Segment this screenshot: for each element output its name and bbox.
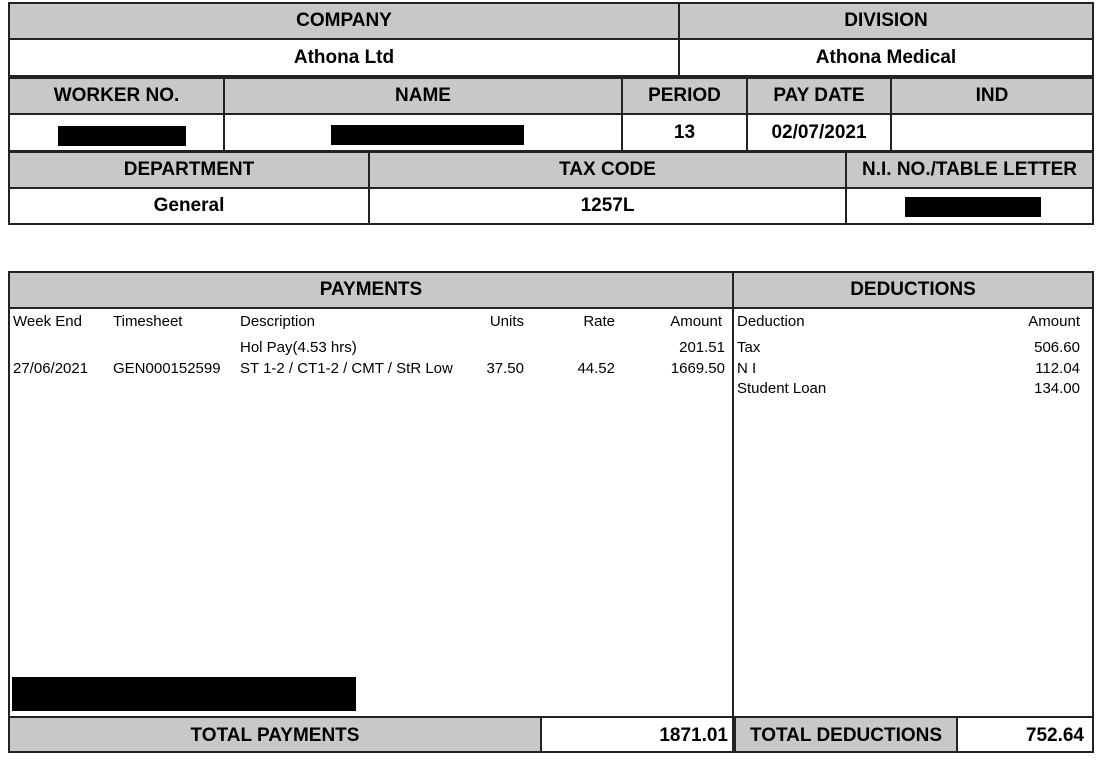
- division-value: Athona Medical: [680, 40, 1092, 75]
- payment-units: 37.50: [486, 360, 524, 377]
- payments-deductions-table: [8, 271, 1094, 753]
- department-value: General: [10, 189, 370, 223]
- worker-no-header: WORKER NO.: [10, 79, 225, 115]
- total-deductions-value: 752.64: [958, 718, 1092, 753]
- column-divider: [732, 309, 734, 716]
- col-description: Description: [240, 313, 316, 330]
- total-payments-label: TOTAL PAYMENTS: [10, 718, 542, 753]
- deduction-name: N I: [737, 360, 757, 377]
- payments-header: PAYMENTS: [10, 273, 734, 309]
- ind-value: [892, 115, 1092, 150]
- pay-date-value: 02/07/2021: [748, 115, 892, 150]
- name-value: [225, 115, 623, 150]
- total-payments-value: 1871.01: [542, 718, 734, 753]
- name-header: NAME: [225, 79, 623, 115]
- deductions-header: DEDUCTIONS: [734, 273, 1092, 309]
- col-deduction-amount: Amount: [1028, 313, 1080, 330]
- period-header: PERIOD: [623, 79, 748, 115]
- col-amount: Amount: [670, 313, 722, 330]
- company-division-table: [8, 2, 1094, 77]
- company-value: Athona Ltd: [10, 40, 680, 75]
- payment-amount: 201.51: [679, 339, 725, 356]
- deduction-name: Student Loan: [737, 380, 827, 397]
- redaction-bar: [331, 125, 524, 145]
- worker-table: [8, 77, 1094, 152]
- tax-code-value: 1257L: [370, 189, 847, 223]
- col-deduction: Deduction: [737, 313, 805, 330]
- payment-rate: 44.52: [577, 360, 615, 377]
- pay-date-header: PAY DATE: [748, 79, 892, 115]
- deduction-amount: 112.04: [1035, 360, 1080, 377]
- department-header: DEPARTMENT: [10, 153, 370, 189]
- col-timesheet: Timesheet: [113, 313, 183, 330]
- col-rate: Rate: [583, 313, 615, 330]
- ind-header: IND: [892, 79, 1092, 115]
- payment-description: ST 1-2 / CT1-2 / CMT / StR Low: [240, 360, 453, 377]
- ni-header: N.I. NO./TABLE LETTER: [847, 153, 1092, 189]
- totals-row: [10, 716, 1092, 751]
- payment-description: Hol Pay(4.53 hrs): [240, 339, 357, 356]
- department-table: [8, 151, 1094, 225]
- redaction-bar: [12, 677, 356, 711]
- period-value: 13: [623, 115, 748, 150]
- redaction-bar: [905, 197, 1041, 217]
- worker-no-value: [10, 115, 225, 150]
- payment-amount: 1669.50: [670, 360, 725, 377]
- payment-timesheet: GEN000152599: [113, 360, 221, 377]
- deduction-amount: 134.00: [1034, 380, 1080, 397]
- tax-code-header: TAX CODE: [370, 153, 847, 189]
- deduction-name: Tax: [737, 339, 761, 356]
- col-units: Units: [489, 313, 524, 330]
- deduction-amount: 506.60: [1034, 339, 1080, 356]
- redaction-bar: [58, 126, 186, 146]
- company-header: COMPANY: [10, 4, 680, 40]
- payment-week-end: 27/06/2021: [13, 360, 89, 377]
- ni-value: [847, 189, 1092, 223]
- division-header: DIVISION: [680, 4, 1092, 40]
- total-deductions-label: TOTAL DEDUCTIONS: [734, 718, 958, 753]
- col-week-end: Week End: [13, 313, 82, 330]
